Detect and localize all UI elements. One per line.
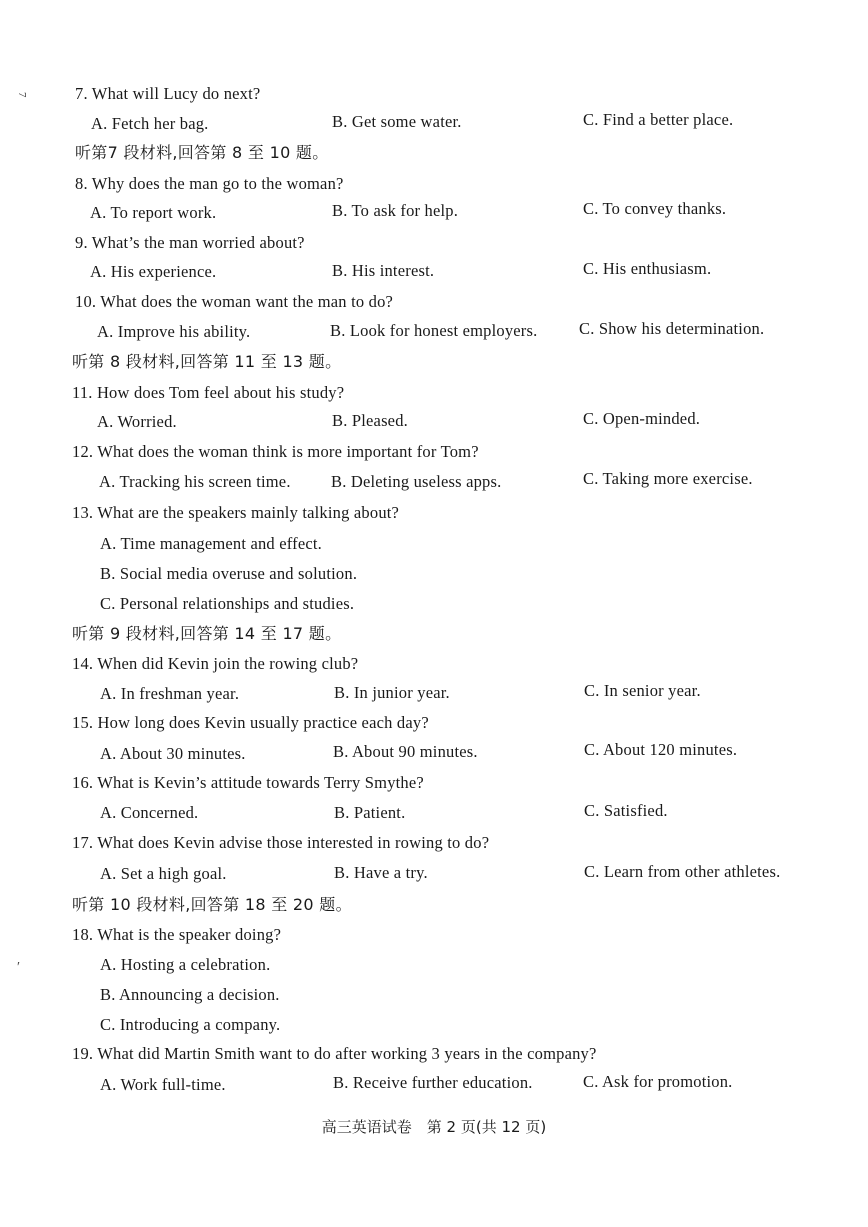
question-12: 12. What does the woman think is more important for Tom?: [72, 442, 479, 461]
section-heading-8: 听第 8 段材料,回答第 11 至 13 题。: [72, 352, 342, 371]
option-11-b: B. Pleased.: [332, 411, 408, 430]
option-7-b: B. Get some water.: [332, 112, 462, 131]
option-17-b: B. Have a try.: [334, 863, 428, 882]
option-9-c: C. His enthusiasm.: [583, 259, 712, 278]
option-10-b: B. Look for honest employers.: [330, 321, 538, 340]
option-17-c: C. Learn from other athletes.: [584, 862, 781, 881]
option-17-a: A. Set a high goal.: [100, 864, 227, 883]
option-11-a: A. Worried.: [97, 412, 177, 431]
question-16: 16. What is Kevin’s attitude towards Terry Smythe?: [72, 773, 424, 792]
option-13-c: C. Personal relationships and studies.: [100, 594, 355, 613]
option-19-b: B. Receive further education.: [333, 1073, 533, 1092]
option-12-c: C. Taking more exercise.: [583, 469, 753, 488]
option-10-c: C. Show his determination.: [579, 319, 765, 338]
question-11: 11. How does Tom feel about his study?: [72, 383, 345, 402]
option-8-b: B. To ask for help.: [332, 201, 459, 220]
margin-dot: ′: [17, 960, 21, 975]
page-footer: 高三英语试卷 第 2 页(共 12 页): [321, 1118, 547, 1136]
section-heading-7: 听第7 段材料,回答第 8 至 10 题。: [75, 143, 329, 162]
option-16-a: A. Concerned.: [100, 803, 199, 822]
margin-mark: 7: [16, 92, 28, 98]
option-12-a: A. Tracking his screen time.: [99, 472, 291, 491]
question-8: 8. Why does the man go to the woman?: [75, 174, 344, 193]
option-7-a: A. Fetch her bag.: [91, 114, 209, 133]
option-9-a: A. His experience.: [90, 262, 217, 281]
option-18-a: A. Hosting a celebration.: [100, 955, 271, 974]
option-16-c: C. Satisfied.: [584, 801, 668, 820]
option-18-b: B. Announcing a decision.: [100, 985, 280, 1004]
option-16-b: B. Patient.: [334, 803, 406, 822]
question-13: 13. What are the speakers mainly talking about?: [72, 503, 400, 522]
option-13-b: B. Social media overuse and solution.: [100, 564, 358, 583]
option-15-b: B. About 90 minutes.: [333, 742, 478, 761]
option-15-c: C. About 120 minutes.: [584, 740, 738, 759]
option-14-a: A. In freshman year.: [100, 684, 240, 703]
option-8-a: A. To report work.: [90, 203, 217, 222]
option-18-c: C. Introducing a company.: [100, 1015, 281, 1034]
question-10: 10. What does the woman want the man to do?: [75, 292, 394, 311]
option-13-a: A. Time management and effect.: [100, 534, 322, 553]
option-10-a: A. Improve his ability.: [97, 322, 251, 341]
option-15-a: A. About 30 minutes.: [100, 744, 246, 763]
option-7-c: C. Find a better place.: [583, 110, 734, 129]
option-14-b: B. In junior year.: [334, 683, 450, 702]
question-18: 18. What is the speaker doing?: [72, 925, 282, 944]
option-12-b: B. Deleting useless apps.: [331, 472, 502, 491]
question-9: 9. What’s the man worried about?: [75, 233, 305, 252]
question-19: 19. What did Martin Smith want to do after working 3 years in the company?: [72, 1044, 597, 1063]
option-19-c: C. Ask for promotion.: [583, 1072, 733, 1091]
section-heading-9: 听第 9 段材料,回答第 14 至 17 题。: [72, 624, 342, 643]
option-19-a: A. Work full-time.: [100, 1075, 226, 1094]
option-14-c: C. In senior year.: [584, 681, 701, 700]
question-14: 14. When did Kevin join the rowing club?: [72, 654, 359, 673]
option-9-b: B. His interest.: [332, 261, 435, 280]
option-11-c: C. Open-minded.: [583, 409, 701, 428]
section-heading-10: 听第 10 段材料,回答第 18 至 20 题。: [72, 895, 352, 914]
question-15: 15. How long does Kevin usually practice each day?: [72, 713, 429, 732]
option-8-c: C. To convey thanks.: [583, 199, 727, 218]
question-17: 17. What does Kevin advise those interested in rowing to do?: [72, 833, 490, 852]
question-7: 7. What will Lucy do next?: [75, 84, 261, 103]
